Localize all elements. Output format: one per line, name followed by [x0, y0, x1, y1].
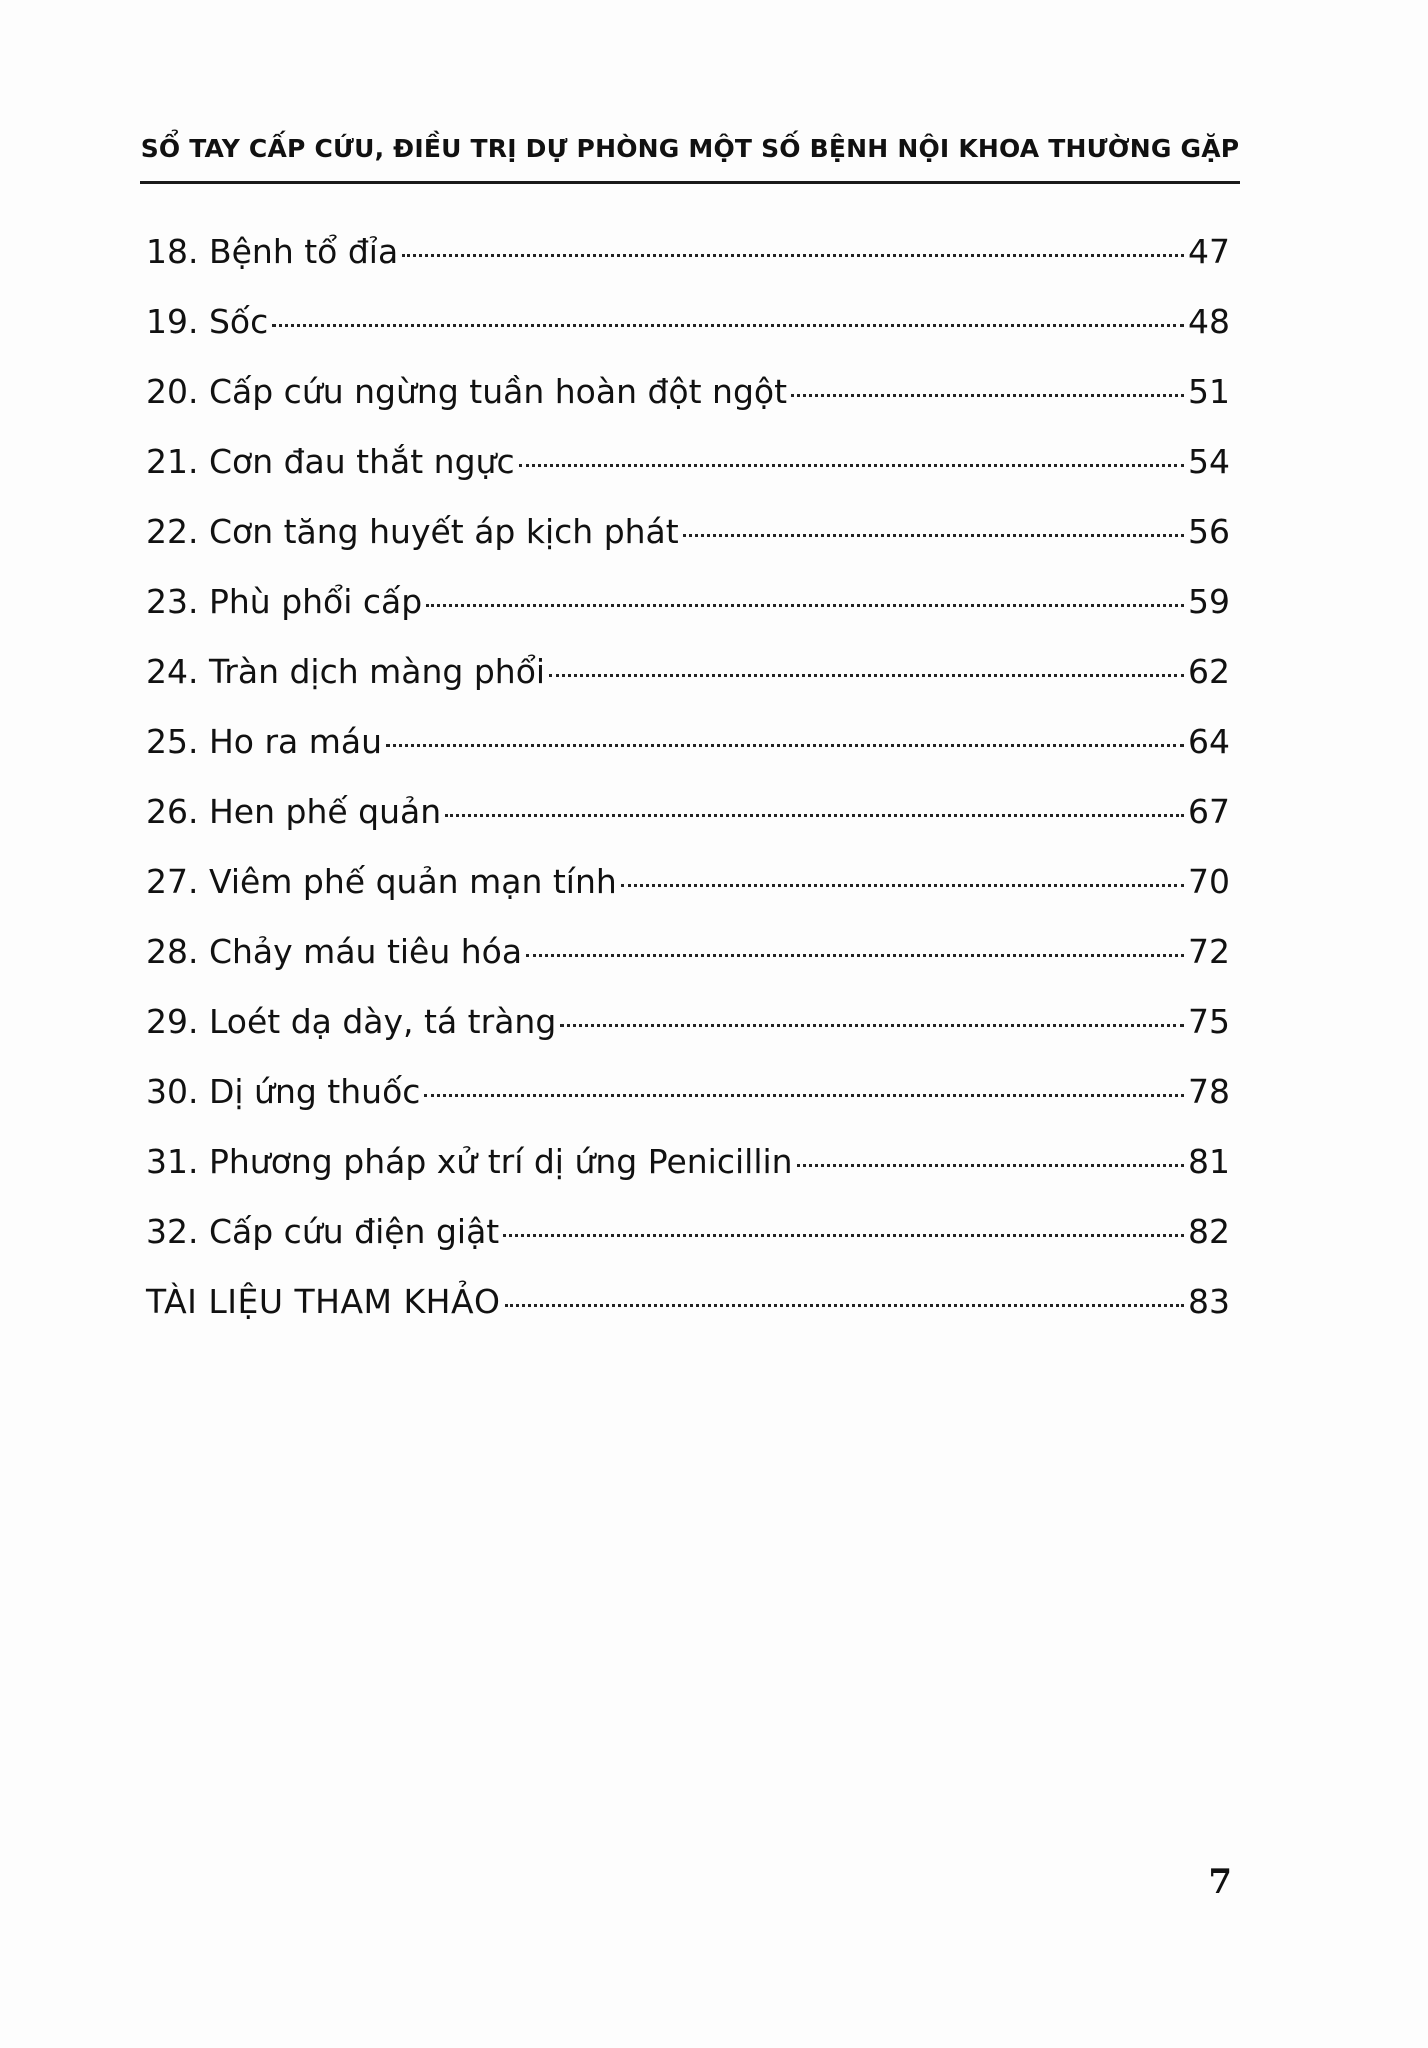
toc-entry	[146, 652, 1230, 722]
toc-entry	[146, 1212, 1230, 1282]
toc-entry	[146, 722, 1230, 792]
dot-leader	[526, 954, 1184, 957]
toc-entry	[146, 302, 1230, 372]
dot-leader	[621, 884, 1184, 887]
toc-entry-page: 48	[1188, 302, 1230, 341]
toc-entry-title: 19. Sốc	[146, 302, 269, 341]
toc-entry-references	[146, 1282, 1230, 1352]
toc-entry-title: 30. Dị ứng thuốc	[146, 1072, 421, 1111]
toc-entry-title: 32. Cấp cứu điện giật	[146, 1212, 500, 1251]
toc-entry-title: 23. Phù phổi cấp	[146, 582, 423, 621]
dot-leader	[503, 1234, 1184, 1237]
table-of-contents	[146, 232, 1230, 1352]
toc-entry-page: 47	[1188, 232, 1230, 271]
running-header: SỔ TAY CẤP CỨU, ĐIỀU TRỊ DỰ PHÒNG MỘT SỐ BỆNH NỘI KHOA THƯỜNG GẶP	[140, 134, 1240, 163]
dot-leader	[791, 394, 1184, 397]
toc-entry-page: 70	[1188, 862, 1230, 901]
toc-entry-page: 59	[1188, 582, 1230, 621]
toc-entry-title: 25. Ho ra máu	[146, 722, 383, 761]
toc-entry-title: 18. Bệnh tổ đỉa	[146, 232, 399, 271]
toc-entry-page: 82	[1188, 1212, 1230, 1251]
toc-entry	[146, 232, 1230, 302]
toc-entry-title: 20. Cấp cứu ngừng tuần hoàn đột ngột	[146, 372, 788, 411]
toc-entry	[146, 1072, 1230, 1142]
toc-entry-title: 21. Cơn đau thắt ngực	[146, 442, 515, 481]
dot-leader	[424, 1094, 1184, 1097]
toc-entry-title: TÀI LIỆU THAM KHẢO	[146, 1282, 501, 1321]
toc-entry-page: 83	[1188, 1282, 1230, 1321]
toc-entry-page: 56	[1188, 512, 1230, 551]
toc-entry-title: 22. Cơn tăng huyết áp kịch phát	[146, 512, 679, 551]
dot-leader	[386, 744, 1184, 747]
toc-entry	[146, 512, 1230, 582]
toc-entry-title: 31. Phương pháp xử trí dị ứng Penicillin	[146, 1142, 793, 1181]
toc-entry-page: 64	[1188, 722, 1230, 761]
toc-entry	[146, 1002, 1230, 1072]
toc-entry-page: 54	[1188, 442, 1230, 481]
dot-leader	[519, 464, 1184, 467]
toc-entry-page: 81	[1188, 1142, 1230, 1181]
dot-leader	[560, 1024, 1184, 1027]
toc-entry-title: 29. Loét dạ dày, tá tràng	[146, 1002, 557, 1041]
toc-entry	[146, 792, 1230, 862]
dot-leader	[797, 1164, 1184, 1167]
dot-leader	[402, 254, 1184, 257]
dot-leader	[272, 324, 1184, 327]
toc-entry-page: 72	[1188, 932, 1230, 971]
dot-leader	[549, 674, 1184, 677]
toc-entry	[146, 442, 1230, 512]
toc-entry	[146, 372, 1230, 442]
toc-entry-page: 62	[1188, 652, 1230, 691]
dot-leader	[426, 604, 1184, 607]
toc-entry	[146, 1142, 1230, 1212]
dot-leader	[683, 534, 1184, 537]
toc-entry-title: 28. Chảy máu tiêu hóa	[146, 932, 523, 971]
toc-entry-title: 27. Viêm phế quản mạn tính	[146, 862, 617, 901]
toc-entry-page: 51	[1188, 372, 1230, 411]
toc-entry-title: 26. Hen phế quản	[146, 792, 442, 831]
toc-entry-page: 67	[1188, 792, 1230, 831]
dot-leader	[505, 1304, 1184, 1307]
toc-entry	[146, 932, 1230, 1002]
toc-entry-title: 24. Tràn dịch màng phổi	[146, 652, 546, 691]
toc-entry	[146, 862, 1230, 932]
toc-entry-page: 75	[1188, 1002, 1230, 1041]
toc-entry	[146, 582, 1230, 652]
header-rule	[140, 181, 1240, 184]
page-number: 7	[1208, 1862, 1232, 1902]
toc-entry-page: 78	[1188, 1072, 1230, 1111]
dot-leader	[445, 814, 1184, 817]
